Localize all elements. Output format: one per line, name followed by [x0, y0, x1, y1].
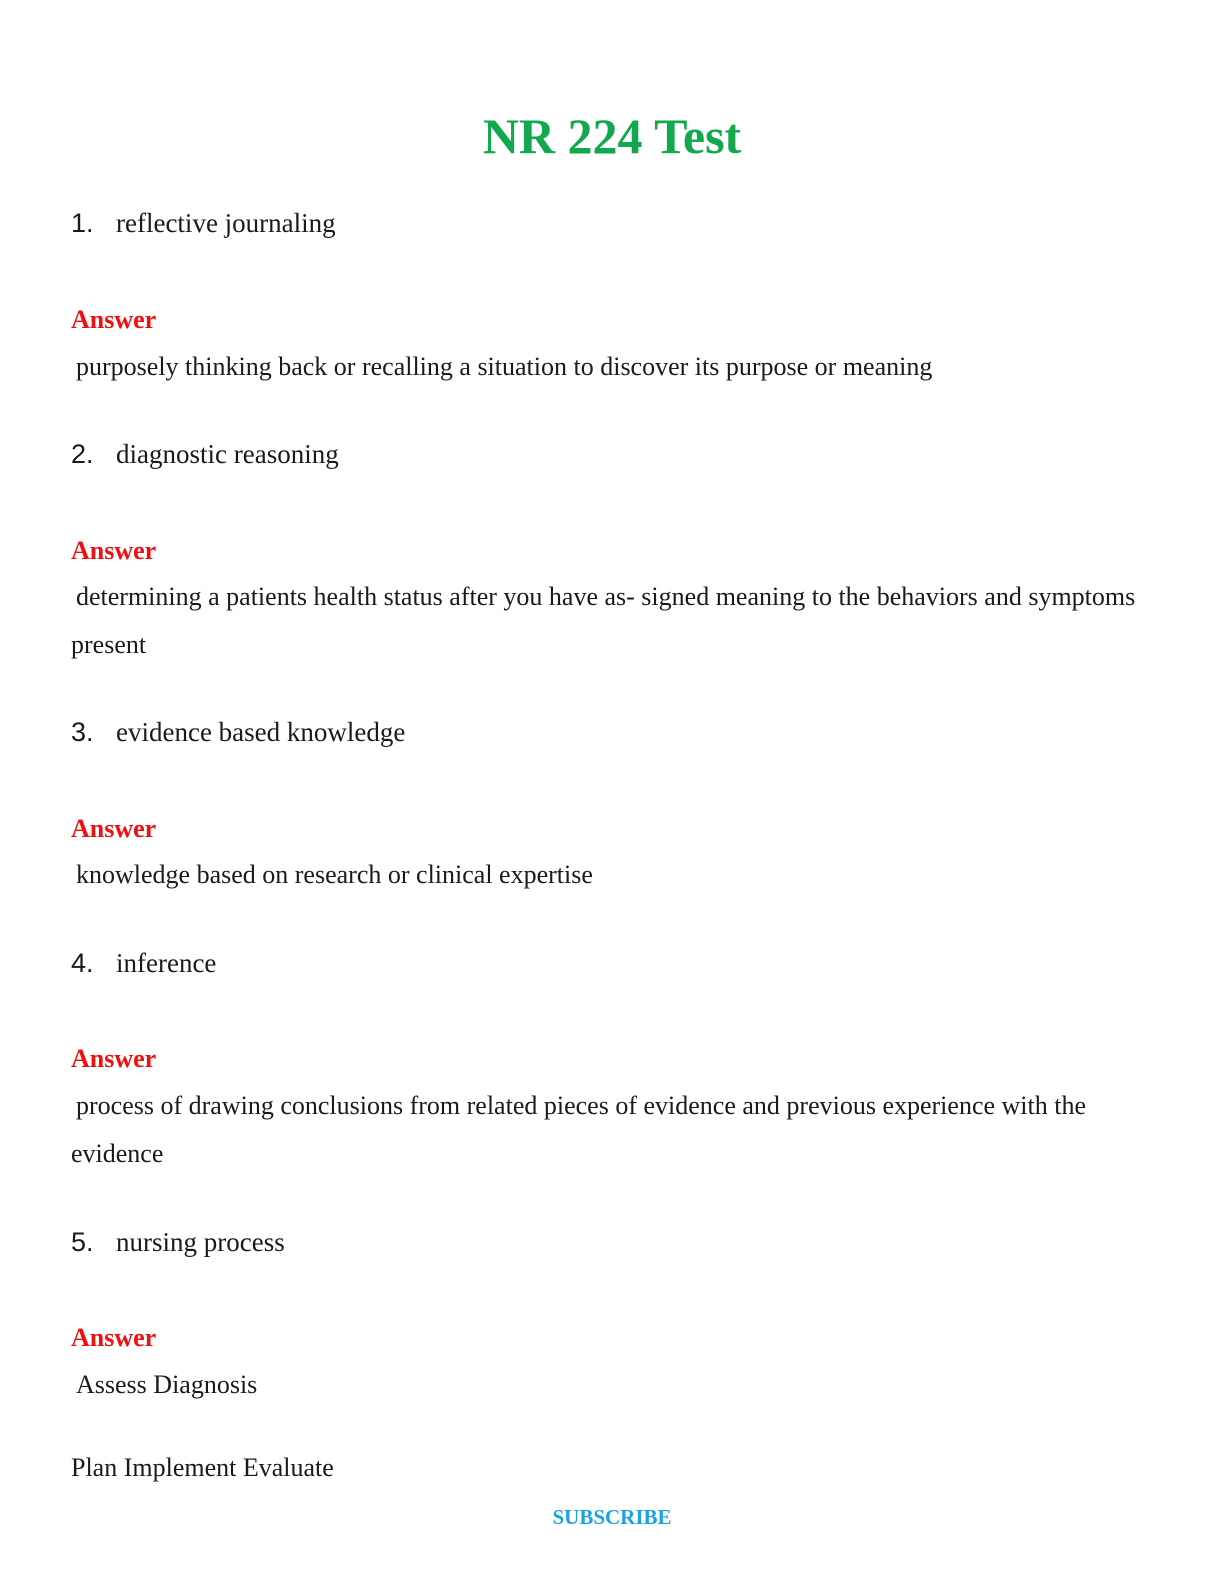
- page-title: NR 224 Test: [482, 107, 742, 164]
- answer-text: determining a patients health status after you have as- signed meaning to the behaviors and symptoms present: [71, 582, 1136, 659]
- question-number: 1.: [71, 208, 94, 238]
- answer-label: Answer: [71, 1044, 157, 1073]
- question-number: 5.: [71, 1227, 94, 1257]
- answer-text-continued: Plan Implement Evaluate: [71, 1453, 334, 1482]
- question-term: evidence based knowledge: [116, 717, 406, 747]
- answer-text: knowledge based on research or clinical expertise: [76, 860, 593, 889]
- question-term: inference: [116, 948, 217, 978]
- question-item: [71, 206, 336, 240]
- question-term: nursing process: [116, 1227, 285, 1257]
- question-item: [71, 1225, 285, 1259]
- answer-text: Assess Diagnosis: [76, 1370, 258, 1399]
- subscribe-link[interactable]: SUBSCRIBE: [552, 1505, 672, 1529]
- question-number: 4.: [71, 948, 94, 978]
- question-item: [71, 946, 216, 980]
- answer-label: Answer: [71, 536, 157, 565]
- question-term: diagnostic reasoning: [116, 439, 339, 469]
- answer-text: process of drawing conclusions from related pieces of evidence and previous experience with the evidence: [71, 1091, 1087, 1168]
- question-term: reflective journaling: [116, 208, 336, 238]
- question-number: 3.: [71, 717, 94, 747]
- question-item: [71, 437, 339, 471]
- answer-label: Answer: [71, 814, 157, 843]
- answer-text: purposely thinking back or recalling a situation to discover its purpose or meaning: [76, 352, 933, 381]
- question-number: 2.: [71, 439, 94, 469]
- answer-label: Answer: [71, 1323, 157, 1352]
- question-item: [71, 715, 405, 749]
- answer-label: Answer: [71, 305, 157, 334]
